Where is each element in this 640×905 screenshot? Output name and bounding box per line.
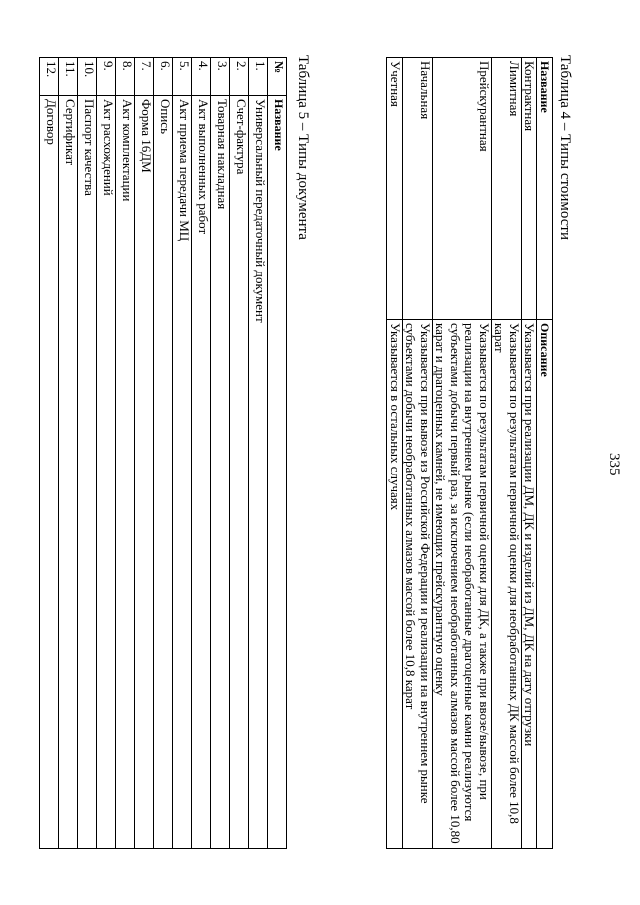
table-cell-num: 7.: [135, 58, 154, 96]
table-row: [173, 58, 192, 849]
table-header-row: [268, 58, 287, 849]
table-row: [492, 58, 522, 849]
table-cell-name: Акт расхождений: [97, 96, 116, 849]
table-cell-desc: Указывается при вывозе из Российской Федерации и реализации на внутреннем рынке субъектами добычи необработанных алмазов массой более 10,8 карат: [403, 320, 433, 849]
table-cell-num: 8.: [116, 58, 135, 96]
table-row: [135, 58, 154, 849]
table-cell-name: Учетная: [387, 58, 403, 320]
table-cell-desc: Указывается в остальных случаях: [387, 320, 403, 849]
table-row: [40, 58, 59, 849]
table-cell-name: Сертификат: [59, 96, 78, 849]
table-row: [211, 58, 230, 849]
table-header-row: [537, 58, 553, 849]
table4-caption: Таблица 4 – Типы стоимости: [557, 55, 573, 240]
table-row: [59, 58, 78, 849]
table-cell-name: Лимитная: [492, 58, 522, 320]
table-cell-num: 4.: [192, 58, 211, 96]
table-cell-num: 6.: [154, 58, 173, 96]
cost-types-table: [387, 57, 554, 849]
table-row: [116, 58, 135, 849]
column-header-name: Название: [537, 58, 553, 320]
table-cell-desc: Указывается по результатам первичной оценки для ДК, а также при ввозе/вывозе, при реализации на внутреннем рынке (если необработанные драгоценные камни реализуются субъектами добычи первый раз, за исключением необработанных алмазов массой более 10,80 карат и драгоценных камней, не имеющих прейскурантную оценку: [433, 320, 492, 849]
table-cell-name: Универсальный передаточный документ: [249, 96, 268, 849]
table5-caption: Таблица 5 – Типы документа: [295, 55, 311, 240]
table-cell-num: 3.: [211, 58, 230, 96]
table-cell-num: 9.: [97, 58, 116, 96]
table-cell-name: Акт приема передачи МЦ: [173, 96, 192, 849]
table-cell-num: 1.: [249, 58, 268, 96]
table-row: [522, 58, 538, 849]
column-header-name: Название: [268, 96, 287, 849]
column-header-number: №: [268, 58, 287, 96]
table-cell-desc: Указывается при реализации ДМ, ДК и изделий из ДМ, ДК на дату отгрузки: [522, 320, 538, 849]
table-cell-name: Счет-фактура: [230, 96, 249, 849]
table-cell-name: Договор: [40, 96, 59, 849]
table-cell-name: Прейскурантная: [433, 58, 492, 320]
table-cell-num: 2.: [230, 58, 249, 96]
page-number: 335: [606, 453, 622, 476]
table-row: [230, 58, 249, 849]
table-cell-num: 12.: [40, 58, 59, 96]
table-row: [192, 58, 211, 849]
table-row: [78, 58, 97, 849]
table-cell-num: 10.: [78, 58, 97, 96]
table-cell-name: Акт комплектации: [116, 96, 135, 849]
table-cell-name: Контрактная: [522, 58, 538, 320]
table-cell-name: Форма 16ДМ: [135, 96, 154, 849]
column-header-description: Описание: [537, 320, 553, 849]
table-row: [154, 58, 173, 849]
table-row: [387, 58, 403, 849]
table-cell-num: 5.: [173, 58, 192, 96]
table-cell-name: Паспорт качества: [78, 96, 97, 849]
table-cell-name: Акт выполненных работ: [192, 96, 211, 849]
table-row: [433, 58, 492, 849]
table-row: [249, 58, 268, 849]
table-cell-desc: Указывается по результатам первичной оценки для необработанных ДК массой более 10,8 карат: [492, 320, 522, 849]
document-types-table: [39, 57, 287, 849]
table-cell-name: Начальная: [403, 58, 433, 320]
table-row: [403, 58, 433, 849]
table-cell-name: Опись: [154, 96, 173, 849]
table-cell-name: Товарная накладная: [211, 96, 230, 849]
table-row: [97, 58, 116, 849]
table-cell-num: 11.: [59, 58, 78, 96]
